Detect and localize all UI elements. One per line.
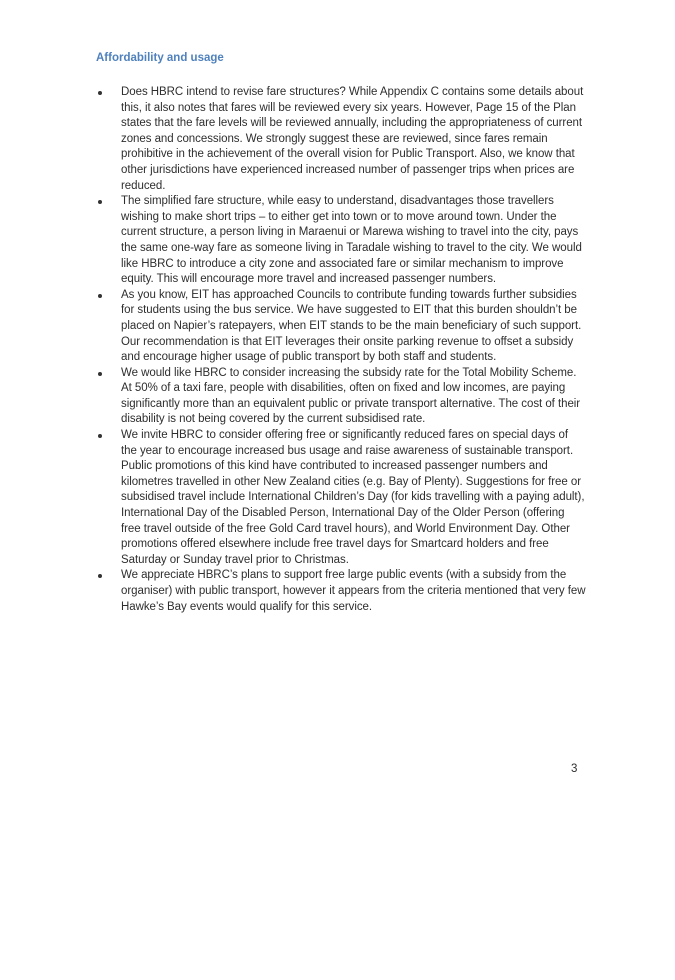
bullet-text: We appreciate HBRC’s plans to support free large public events (with a subsidy from the organiser) with public transport, however it appears from the criteria mentioned that very few Hawke’s Bay events would qualify for this service. [121,569,586,613]
bullet-icon [98,434,102,438]
bullet-item-free-fare-days [96,428,586,568]
bullet-text: As you know, EIT has approached Councils to contribute funding towards further subsidies for students using the bus service. We have suggested to EIT that this burden shouldn’t be placed on Napier’s ratepayers, when EIT stands to be the main beneficiary of such support. Our recommendation is that EIT leverages their onsite parking revenue to offset a subsidy and encourage higher usage of public transport by both staff and students. [121,288,582,364]
bullet-icon [98,294,102,298]
bullet-item-total-mobility [96,366,586,428]
bullet-list [96,85,586,615]
bullet-item-eit-subsidies [96,288,586,366]
bullet-text: We would like HBRC to consider increasing the subsidy rate for the Total Mobility Scheme. At 50% of a taxi fare, people with disabilities, often on fixed and low incomes, are paying significantly more than an equivalent public or private transport alternative. The cost of their disability is not being covered by the current subsidised rate. [121,366,581,426]
bullet-text: The simplified fare structure, while easy to understand, disadvantages those travellers wishing to make short trips – to either get into town or to move around town. Under the current structure, a person living in Maraenui or Marewa wishing to travel into the city, pays the same one-way fare as someone living in Taradale wishing to travel to the city. We would like HBRC to introduce a city zone and associated fare or similar mechanism to improve equity. This will encourage more travel and increased passenger numbers. [121,195,582,286]
bullet-icon [98,574,102,578]
bullet-icon [98,91,102,95]
bullet-item-simplified-fare [96,194,586,288]
bullet-text: Does HBRC intend to revise fare structures? While Appendix C contains some details about this, it also notes that fares will be reviewed every six years. However, Page 15 of the Plan states that the fare levels will be reviewed annually, including the appropriateness of current zones and concessions. We strongly suggest these are reviewed, since fares remain prohibitive in the achievement of the overall vision for Public Transport. Also, we know that other jurisdictions have experienced increased number of passenger trips when prices are reduced. [121,86,584,192]
bullet-icon [98,200,102,204]
page-number: 3 [571,763,578,775]
section-heading: Affordability and usage [96,52,224,64]
bullet-icon [98,372,102,376]
bullet-item-fare-structures [96,85,586,194]
bullet-item-public-events [96,568,586,615]
bullet-text: We invite HBRC to consider offering free or significantly reduced fares on special days of the year to encourage increased bus usage and raise awareness of sustainable transport. Public promotions of this kind have contributed to increased passenger numbers and kilometres travelled in other New Zealand cities (e.g. Bay of Plenty). Suggestions for free or subsidised travel include International Children’s Day (for kids travelling with a paying adult), International Day of the Disabled Person, International Day of the Older Person (offering free travel outside of the free Gold Card travel hours), and World Environment Day. Other promotions offered elsewhere include free travel days for Smartcard holders and free Saturday or Sunday travel prior to Christmas. [121,429,585,566]
